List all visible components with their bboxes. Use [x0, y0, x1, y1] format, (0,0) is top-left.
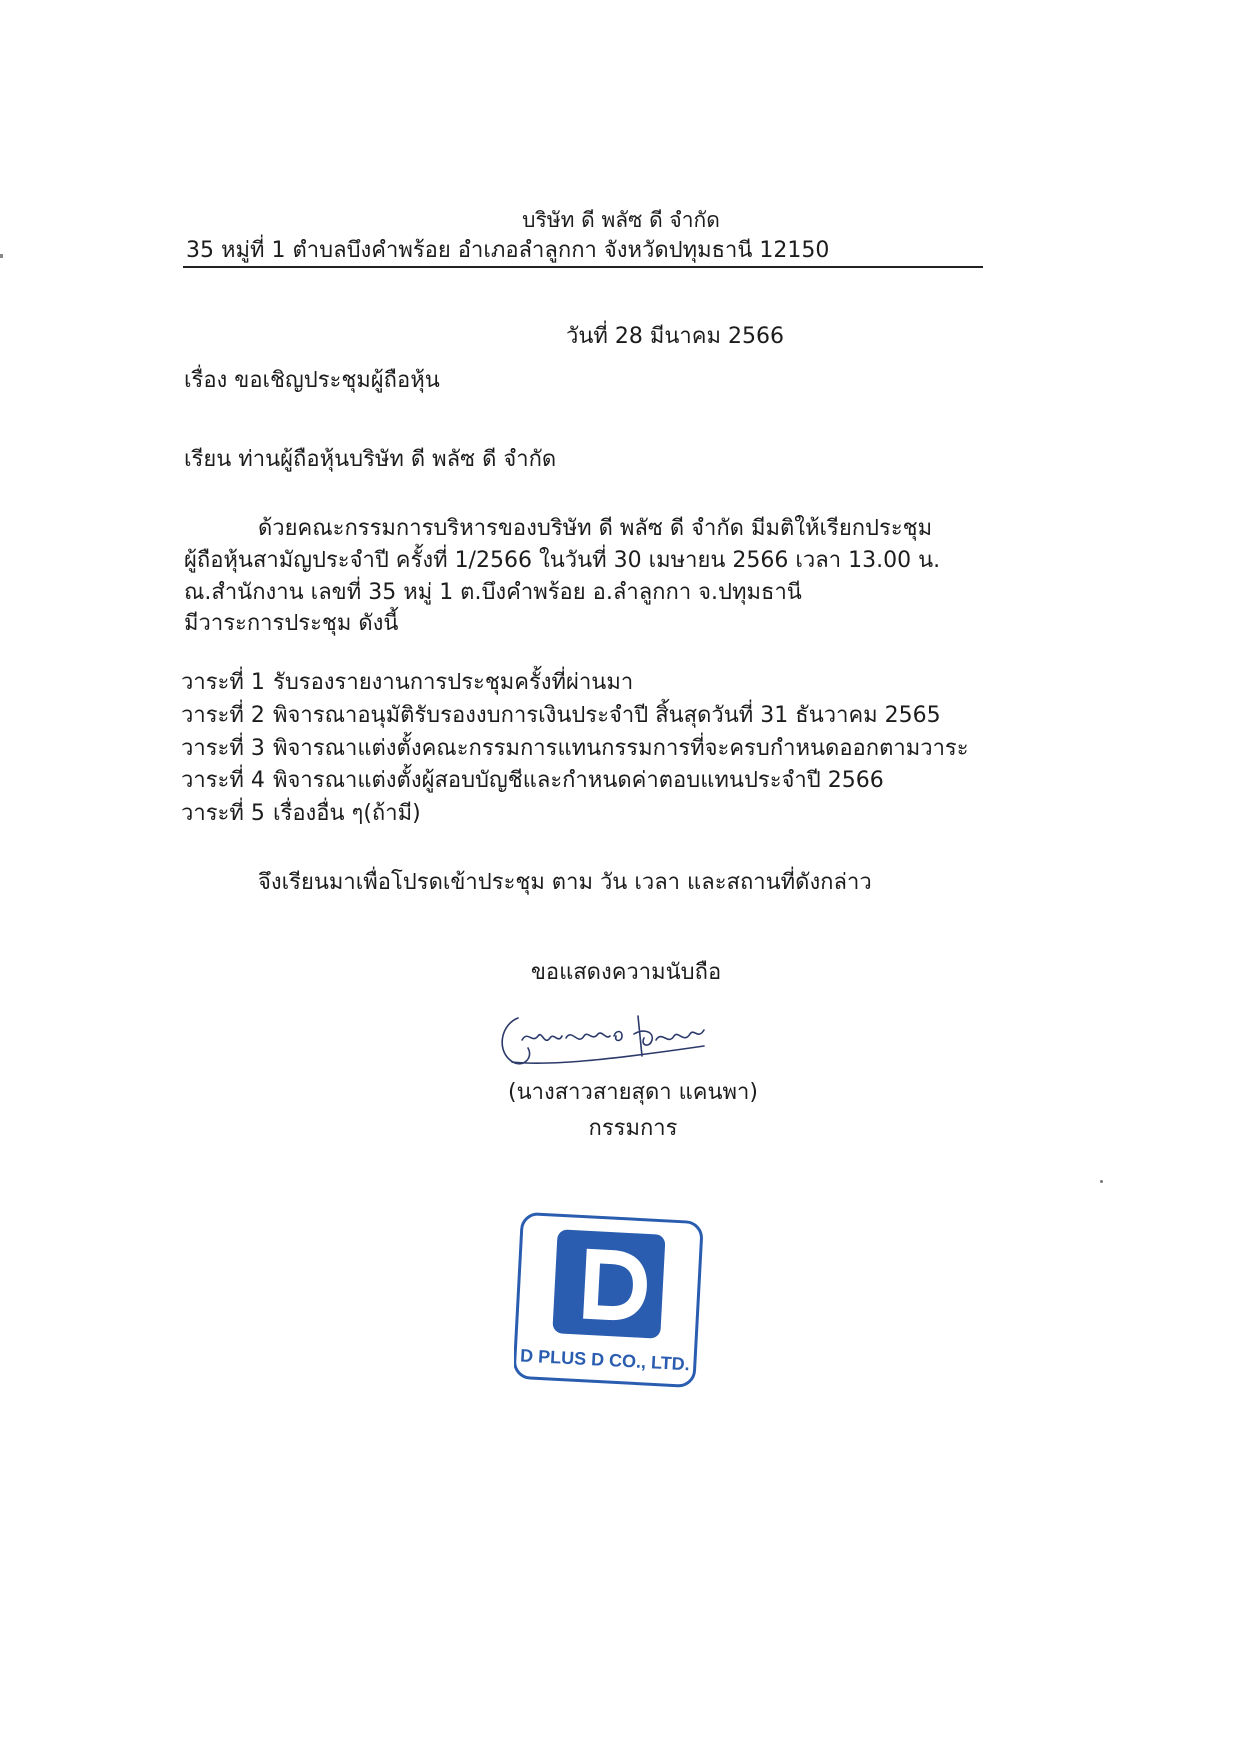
company-seal	[514, 1212, 704, 1392]
agenda-number: วาระที่ 3	[181, 736, 265, 761]
body-line-2: ผู้ถือหุ้นสามัญประจำปี ครั้งที่ 1/2566 ในวันที่ 30 เมษายน 2566 เวลา 13.00 น.	[184, 548, 941, 573]
company-address: 35 หมู่ที่ 1 ตำบลบึงคำพร้อย อำเภอลำลูกกา จังหวัดปทุมธานี 12150	[186, 238, 830, 263]
agenda-number: วาระที่ 4	[181, 768, 265, 793]
letter-date: วันที่ 28 มีนาคม 2566	[566, 324, 784, 349]
company-name: บริษัท ดี พลัซ ดี จำกัด	[522, 208, 720, 232]
scan-mark	[0, 254, 3, 258]
signer-name: (นางสาวสายสุดา แคนพา)	[508, 1080, 758, 1105]
body-line-3: ณ.สำนักงาน เลขที่ 35 หมู่ 1 ต.บึงคำพร้อย อ.ลำลูกกา จ.ปทุมธานี	[184, 580, 802, 605]
agenda-text: เรื่องอื่น ๆ(ถ้ามี)	[273, 801, 421, 826]
agenda-text: พิจารณาอนุมัติรับรองงบการเงินประจำปี สิ้นสุดวันที่ 31 ธันวาคม 2565	[273, 703, 941, 728]
agenda-item-3	[181, 734, 969, 764]
scan-speck	[1100, 1180, 1103, 1183]
letter-salutation: เรียน ท่านผู้ถือหุ้นบริษัท ดี พลัซ ดี จำกัด	[184, 447, 557, 472]
agenda-item-1	[181, 668, 633, 698]
agenda-text: พิจารณาแต่งตั้งผู้สอบบัญชีและกำหนดค่าตอบแทนประจำปี 2566	[273, 768, 884, 793]
regards-line: ขอแสดงความนับถือ	[530, 960, 722, 985]
seal-text: D PLUS D CO., LTD.	[519, 1345, 691, 1375]
signer-title: กรรมการ	[588, 1116, 678, 1141]
agenda-text: พิจารณาแต่งตั้งคณะกรรมการแทนกรรมการที่จะครบกำหนดออกตามวาระ	[273, 736, 969, 761]
agenda-number: วาระที่ 5	[181, 801, 265, 826]
agenda-number: วาระที่ 2	[181, 703, 265, 728]
closing-line: จึงเรียนมาเพื่อโปรดเข้าประชุม ตาม วัน เวลา และสถานที่ดังกล่าว	[258, 870, 872, 895]
body-line-4: มีวาระการประชุม ดังนี้	[184, 611, 399, 636]
header-divider	[183, 266, 983, 268]
agenda-number: วาระที่ 1	[181, 670, 265, 695]
body-line-1: ด้วยคณะกรรมการบริหารของบริษัท ดี พลัซ ดี จำกัด มีมติให้เรียกประชุม	[258, 516, 933, 541]
agenda-text: รับรองรายงานการประชุมครั้งที่ผ่านมา	[273, 670, 634, 695]
letter-subject: เรื่อง ขอเชิญประชุมผู้ถือหุ้น	[184, 368, 440, 393]
agenda-item-4	[181, 766, 884, 796]
agenda-item-5	[181, 799, 421, 829]
handwritten-signature	[488, 1000, 728, 1080]
agenda-item-2	[181, 701, 941, 731]
